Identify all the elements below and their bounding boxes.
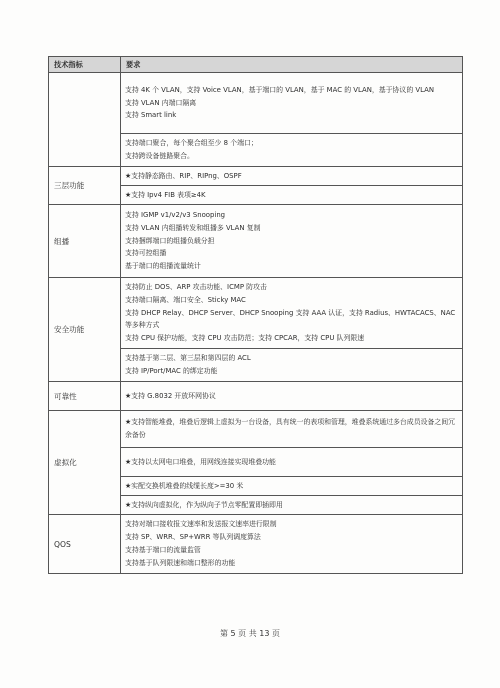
requirement-line: 支持基于第二层、第三层和第四层的 ACL [125,354,251,363]
requirement-line: 支持 4K 个 VLAN，支持 Voice VLAN，基于端口的 VLAN，基于 MAC 的 VLAN，基于协议的 VLAN [125,85,434,94]
requirement-line: ★实配交换机堆叠的线缆长度>=30 米 [125,481,244,490]
table-row [49,167,463,186]
requirement-line: 支持 IP/Port/MAC 的绑定功能 [125,367,218,375]
category-cell: 虚拟化 [49,411,121,515]
table-row [49,73,463,134]
requirement-line: 支持跨设备链路聚合。 [125,152,194,160]
requirement-cell [121,278,463,349]
requirement-line: 基于端口的组播流量统计 [125,262,201,271]
requirement-line: 支持可控组播 [125,249,167,258]
table-row [49,382,463,411]
requirement-line: 支持端口隔离、端口安全、Sticky MAC [125,296,246,304]
category-cell [49,73,121,167]
requirement-line: 支持 DHCP Relay、DHCP Server、DHCP Snooping 支持 AAA 认证，支持 Radius、HWTACACS、NAC 等多种方式 [125,308,456,330]
requirement-line: ★支持智能堆叠，堆叠后逻辑上虚拟为一台设备，具有统一的表项和管理，堆叠系统通过多台成员设备之间冗余备份 [125,418,456,439]
table-row [49,205,463,278]
table-row [49,515,463,574]
requirement-line: 支持 VLAN 内组播转发和组播多 VLAN 复制 [125,223,261,232]
requirement-cell [121,73,463,134]
requirement-line: ★支持 Ipv4 FIB 表项≥4K [125,190,206,199]
requirement-line: 支持防止 DOS、ARP 攻击功能、ICMP 防攻击 [125,283,267,292]
spec-table [48,56,463,574]
table-row [49,411,463,448]
requirement-line: 支持端口聚合，每个聚合组至少 8 个端口； [125,139,258,148]
requirement-cell [121,349,463,382]
category-cell: 组播 [49,205,121,278]
header-requirement: 要求 [121,57,463,73]
table-header-row [49,57,463,73]
requirement-cell [121,448,463,477]
requirement-cell [121,205,463,278]
category-cell: 三层功能 [49,167,121,205]
requirement-line: 支持 CPU 保护功能，支持 CPU 攻击防范；支持 CPCAR，支持 CPU 队列限速 [125,333,365,342]
requirement-line: 支持 Smart link [125,111,177,120]
requirement-cell [121,167,463,186]
category-cell: 可靠性 [49,382,121,411]
requirement-line: ★支持纵向虚拟化，作为纵向子节点零配置即插即用 [125,500,283,509]
requirement-cell [121,477,463,496]
category-cell: QOS [49,515,121,574]
requirement-cell [121,134,463,167]
requirement-line: 支持基于队列限速和端口整形的功能 [125,558,236,567]
requirement-cell [121,515,463,574]
requirement-line: 支持对端口接收报文速率和发送报文速率进行限制 [125,520,277,529]
requirement-line: 支持基于端口的流量监管 [125,546,201,554]
category-cell: 安全功能 [49,278,121,382]
requirement-line: ★支持静态路由、RIP、RIPng、OSPF [125,171,242,180]
table-row [49,278,463,349]
requirement-line: 支持 IGMP v1/v2/v3 Snooping [125,211,226,219]
requirement-cell [121,186,463,205]
requirement-cell [121,382,463,411]
page-number: 第 5 页 共 13 页 [220,629,280,638]
requirement-cell [121,496,463,515]
requirement-line: 支持捆绑端口的组播负载分担 [125,236,215,245]
requirement-line: ★支持 G.8032 开放环网协议 [125,391,216,400]
requirement-line: 支持 VLAN 内端口隔离 [125,98,197,107]
requirement-line: ★支持以太网电口堆叠，用网线连接实现堆叠功能 [125,457,276,466]
header-tech-index: 技术指标 [49,57,121,73]
requirement-line: 支持 SP、WRR、SP+WRR 等队列调度算法 [125,533,261,542]
requirement-cell [121,411,463,448]
